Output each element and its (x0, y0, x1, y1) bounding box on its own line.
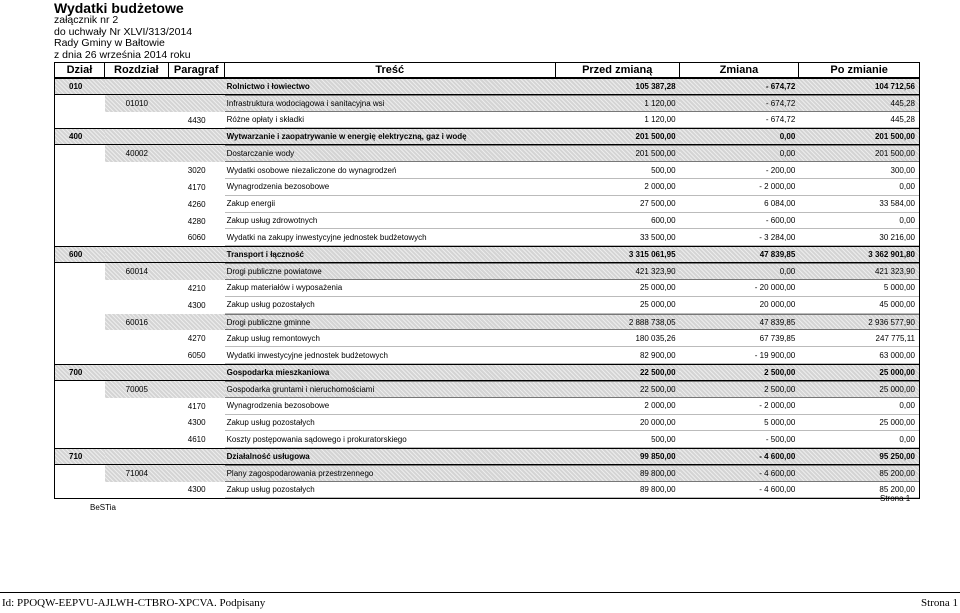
budget-table (54, 62, 920, 499)
cell-tresc: Drogi publiczne powiatowe (225, 263, 556, 280)
cell-tresc: Różne opłaty i składki (225, 112, 556, 129)
cell-zmiana: 2 500,00 (680, 381, 800, 398)
footer-page-number: Strona 1 (880, 494, 911, 503)
cell-rozdzial (105, 280, 169, 297)
cell-tresc: Zakup materiałów i wyposażenia (225, 280, 556, 297)
header-po-zmianie: Po zmianie (830, 64, 888, 76)
cell-po-zmianie: 0,00 (799, 213, 919, 230)
cell-zmiana: - 3 284,00 (680, 229, 800, 246)
cell-tresc: Zakup usług remontowych (225, 330, 556, 347)
cell-dzial (55, 229, 105, 246)
cell-przed-zmiana: 105 387,28 (556, 79, 680, 94)
cell-tresc: Plany zagospodarowania przestrzennego (225, 465, 556, 482)
table-row-paragraf (54, 179, 920, 196)
document-id-line: Id: PPOQW-EEPVU-AJLWH-CTBRO-XPCVA. Podpisany (2, 597, 266, 609)
cell-zmiana: - 20 000,00 (680, 280, 800, 297)
cell-paragraf: 4430 (187, 115, 206, 125)
cell-rozdzial (105, 112, 169, 129)
cell-przed-zmiana: 2 888 738,05 (556, 314, 680, 331)
cell-dzial (55, 330, 105, 347)
cell-po-zmianie: 45 000,00 (799, 297, 919, 314)
cell-rozdzial: 70005 (105, 381, 169, 398)
cell-paragraf: 4260 (187, 199, 206, 209)
cell-przed-zmiana: 421 323,90 (556, 263, 680, 280)
cell-rozdzial (105, 79, 169, 94)
cell-dzial (55, 482, 105, 498)
cell-rozdzial (105, 297, 169, 314)
cell-zmiana: - 674,72 (680, 79, 800, 94)
cell-tresc: Wynagrodzenia bezosobowe (225, 179, 556, 196)
subtitle-line: załącznik nr 2 (54, 14, 119, 26)
cell-tresc: Zakup usług pozostałych (225, 415, 556, 432)
cell-dzial (55, 263, 105, 280)
table-row-paragraf (54, 196, 920, 213)
cell-dzial (55, 297, 105, 314)
cell-przed-zmiana: 2 000,00 (556, 179, 680, 196)
cell-tresc: Zakup energii (225, 196, 556, 213)
cell-paragraf: 4270 (187, 334, 206, 344)
cell-tresc: Wydatki inwestycyjne jednostek budżetowych (225, 347, 556, 364)
cell-tresc: Gospodarka mieszkaniowa (225, 365, 556, 380)
cell-po-zmianie: 201 500,00 (799, 145, 919, 162)
cell-dzial (55, 196, 105, 213)
cell-po-zmianie: 2 936 577,90 (799, 314, 919, 331)
cell-rozdzial (105, 365, 169, 380)
cell-zmiana: 47 839,85 (680, 247, 800, 262)
table-row-rozdzial (54, 314, 920, 331)
cell-przed-zmiana: 180 035,26 (556, 330, 680, 347)
cell-paragraf (169, 145, 225, 162)
cell-dzial (55, 95, 105, 112)
cell-dzial: 010 (55, 79, 105, 94)
cell-rozdzial: 60016 (105, 314, 169, 331)
cell-po-zmianie: 85 200,00 (799, 465, 919, 482)
cell-dzial (55, 347, 105, 364)
table-row-paragraf (54, 398, 920, 415)
cell-po-zmianie: 25 000,00 (799, 415, 919, 432)
cell-przed-zmiana: 20 000,00 (556, 415, 680, 432)
cell-paragraf (169, 449, 225, 464)
table-header (54, 62, 920, 78)
cell-po-zmianie: 25 000,00 (799, 365, 919, 380)
cell-paragraf: 6060 (187, 233, 206, 243)
cell-po-zmianie: 0,00 (799, 179, 919, 196)
subtitle-line: Rady Gminy w Bałtowie (54, 37, 165, 49)
cell-przed-zmiana: 500,00 (556, 162, 680, 179)
cell-przed-zmiana: 201 500,00 (556, 129, 680, 144)
cell-dzial (55, 112, 105, 129)
cell-dzial: 600 (55, 247, 105, 262)
cell-dzial (55, 381, 105, 398)
cell-zmiana: - 4 600,00 (680, 465, 800, 482)
cell-tresc: Drogi publiczne gminne (225, 314, 556, 331)
cell-po-zmianie: 63 000,00 (799, 347, 919, 364)
cell-tresc: Dostarczanie wody (225, 145, 556, 162)
cell-tresc: Zakup usług pozostałych (225, 482, 556, 498)
cell-zmiana: - 500,00 (680, 431, 800, 448)
cell-tresc: Wynagrodzenia bezosobowe (225, 398, 556, 415)
cell-paragraf: 4300 (187, 418, 206, 428)
table-row-rozdzial (54, 145, 920, 162)
cell-przed-zmiana: 89 800,00 (556, 465, 680, 482)
cell-tresc: Zakup usług pozostałych (225, 297, 556, 314)
cell-paragraf (169, 365, 225, 380)
table-row-rozdzial (54, 465, 920, 482)
cell-rozdzial (105, 179, 169, 196)
cell-paragraf (169, 314, 225, 331)
cell-paragraf (169, 263, 225, 280)
cell-po-zmianie: 25 000,00 (799, 381, 919, 398)
table-row-paragraf (54, 229, 920, 246)
header-tresc: Treść (225, 63, 556, 77)
cell-przed-zmiana: 3 315 061,95 (556, 247, 680, 262)
cell-rozdzial (105, 229, 169, 246)
header-paragraf: Paragraf (169, 63, 225, 77)
cell-dzial: 710 (55, 449, 105, 464)
cell-po-zmianie: 0,00 (799, 398, 919, 415)
cell-zmiana: 67 739,85 (680, 330, 800, 347)
cell-rozdzial (105, 162, 169, 179)
cell-tresc: Infrastruktura wodociągowa i sanitacyjna wsi (225, 95, 556, 112)
table-row-rozdzial (54, 95, 920, 112)
cell-dzial (55, 145, 105, 162)
cell-rozdzial (105, 398, 169, 415)
cell-zmiana: - 4 600,00 (680, 482, 800, 498)
cell-tresc: Gospodarka gruntami i nieruchomościami (225, 381, 556, 398)
cell-dzial: 400 (55, 129, 105, 144)
table-row-paragraf (54, 297, 920, 314)
cell-dzial (55, 179, 105, 196)
cell-po-zmianie: 104 712,56 (799, 79, 919, 94)
document-title: Wydatki budżetowe (54, 0, 184, 16)
cell-rozdzial: 60014 (105, 263, 169, 280)
cell-paragraf (169, 381, 225, 398)
table-row-paragraf (54, 280, 920, 297)
cell-przed-zmiana: 99 850,00 (556, 449, 680, 464)
cell-rozdzial: 71004 (105, 465, 169, 482)
cell-rozdzial (105, 482, 169, 498)
header-dzial: Dział (55, 63, 105, 77)
header-rozdzial: Rozdział (105, 63, 169, 77)
cell-paragraf: 4300 (187, 300, 206, 310)
cell-po-zmianie: 445,28 (799, 95, 919, 112)
cell-zmiana: - 200,00 (680, 162, 800, 179)
subtitle-line: z dnia 26 września 2014 roku (54, 48, 191, 61)
cell-po-zmianie: 3 362 901,80 (799, 247, 919, 262)
table-body (54, 78, 920, 499)
table-row-rozdzial (54, 263, 920, 280)
cell-przed-zmiana: 1 120,00 (556, 95, 680, 112)
table-row-paragraf (54, 112, 920, 129)
cell-dzial (55, 415, 105, 432)
cell-zmiana: 6 084,00 (680, 196, 800, 213)
cell-po-zmianie: 30 216,00 (799, 229, 919, 246)
cell-tresc: Transport i łączność (225, 247, 556, 262)
cell-zmiana: 47 839,85 (680, 314, 800, 331)
cell-paragraf: 4210 (187, 283, 206, 293)
cell-po-zmianie: 421 323,90 (799, 263, 919, 280)
table-row-paragraf (54, 213, 920, 230)
cell-dzial (55, 465, 105, 482)
cell-tresc: Koszty postępowania sądowego i prokuratorskiego (225, 431, 556, 448)
cell-rozdzial (105, 196, 169, 213)
table-row-paragraf (54, 330, 920, 347)
cell-przed-zmiana: 82 900,00 (556, 347, 680, 364)
table-row-paragraf (54, 482, 920, 499)
table-row-dzial (54, 448, 920, 465)
cell-paragraf (169, 465, 225, 482)
cell-paragraf (169, 79, 225, 94)
table-row-paragraf (54, 431, 920, 448)
cell-zmiana: 0,00 (680, 263, 800, 280)
cell-zmiana: - 674,72 (680, 112, 800, 129)
cell-zmiana: - 4 600,00 (680, 449, 800, 464)
cell-paragraf (169, 129, 225, 144)
table-row-dzial (54, 246, 920, 263)
table-row-rozdzial (54, 381, 920, 398)
cell-paragraf (169, 95, 225, 112)
cell-rozdzial (105, 449, 169, 464)
cell-po-zmianie: 445,28 (799, 112, 919, 129)
table-row-paragraf (54, 162, 920, 179)
cell-zmiana: 20 000,00 (680, 297, 800, 314)
cell-po-zmianie: 0,00 (799, 431, 919, 448)
table-row-dzial (54, 128, 920, 145)
cell-tresc: Zakup usług zdrowotnych (225, 213, 556, 230)
cell-rozdzial (105, 213, 169, 230)
cell-tresc: Wydatki osobowe niezaliczone do wynagrodzeń (225, 162, 556, 179)
cell-dzial (55, 162, 105, 179)
header-przed-zmiana: Przed zmianą (556, 63, 680, 77)
cell-po-zmianie: 33 584,00 (799, 196, 919, 213)
subtitle-line: do uchwały Nr XLVI/313/2014 (54, 25, 193, 38)
table-row-dzial (54, 78, 920, 95)
cell-przed-zmiana: 1 120,00 (556, 112, 680, 129)
cell-zmiana: - 19 900,00 (680, 347, 800, 364)
cell-przed-zmiana: 25 000,00 (556, 280, 680, 297)
cell-tresc: Wydatki na zakupy inwestycyjne jednostek budżetowych (225, 229, 556, 246)
header-zmiana: Zmiana (680, 63, 800, 77)
footer-software-label: BeSTia (90, 503, 116, 512)
document-subtitle (54, 15, 192, 61)
cell-przed-zmiana: 27 500,00 (556, 196, 680, 213)
cell-przed-zmiana: 600,00 (556, 213, 680, 230)
table-row-dzial (54, 364, 920, 381)
cell-po-zmianie: 85 200,00 (799, 482, 919, 498)
cell-rozdzial: 01010 (105, 95, 169, 112)
cell-paragraf: 4170 (187, 401, 206, 411)
cell-rozdzial (105, 347, 169, 364)
cell-zmiana: 2 500,00 (680, 365, 800, 380)
cell-po-zmianie: 300,00 (799, 162, 919, 179)
cell-przed-zmiana: 22 500,00 (556, 365, 680, 380)
cell-dzial (55, 314, 105, 331)
cell-zmiana: - 2 000,00 (680, 179, 800, 196)
cell-zmiana: - 674,72 (680, 95, 800, 112)
cell-paragraf: 3020 (187, 166, 206, 176)
cell-przed-zmiana: 89 800,00 (556, 482, 680, 498)
cell-po-zmianie: 95 250,00 (799, 449, 919, 464)
cell-przed-zmiana: 500,00 (556, 431, 680, 448)
cell-dzial (55, 280, 105, 297)
document-page-label: Strona 1 (921, 597, 958, 609)
cell-paragraf: 4300 (187, 485, 206, 495)
cell-przed-zmiana: 22 500,00 (556, 381, 680, 398)
cell-rozdzial (105, 330, 169, 347)
cell-dzial (55, 431, 105, 448)
cell-tresc: Rolnictwo i łowiectwo (225, 79, 556, 94)
cell-rozdzial: 40002 (105, 145, 169, 162)
cell-paragraf (169, 247, 225, 262)
cell-paragraf: 4610 (187, 435, 206, 445)
cell-po-zmianie: 247 775,11 (799, 330, 919, 347)
cell-paragraf: 4280 (187, 216, 206, 226)
cell-po-zmianie: 5 000,00 (799, 280, 919, 297)
cell-przed-zmiana: 33 500,00 (556, 229, 680, 246)
cell-rozdzial (105, 431, 169, 448)
cell-zmiana: - 600,00 (680, 213, 800, 230)
cell-dzial: 700 (55, 365, 105, 380)
cell-przed-zmiana: 2 000,00 (556, 398, 680, 415)
cell-zmiana: 5 000,00 (680, 415, 800, 432)
table-row-paragraf (54, 415, 920, 432)
cell-zmiana: 0,00 (680, 129, 800, 144)
cell-zmiana: - 2 000,00 (680, 398, 800, 415)
cell-rozdzial (105, 247, 169, 262)
cell-po-zmianie: 201 500,00 (799, 129, 919, 144)
cell-tresc: Wytwarzanie i zaopatrywanie w energię elektryczną, gaz i wodę (225, 129, 556, 144)
cell-zmiana: 0,00 (680, 145, 800, 162)
cell-rozdzial (105, 129, 169, 144)
cell-tresc: Działalność usługowa (225, 449, 556, 464)
cell-przed-zmiana: 201 500,00 (556, 145, 680, 162)
cell-dzial (55, 398, 105, 415)
table-row-paragraf (54, 347, 920, 364)
cell-rozdzial (105, 415, 169, 432)
cell-paragraf: 6050 (187, 351, 206, 361)
cell-przed-zmiana: 25 000,00 (556, 297, 680, 314)
cell-dzial (55, 213, 105, 230)
cell-paragraf: 4170 (187, 182, 206, 192)
